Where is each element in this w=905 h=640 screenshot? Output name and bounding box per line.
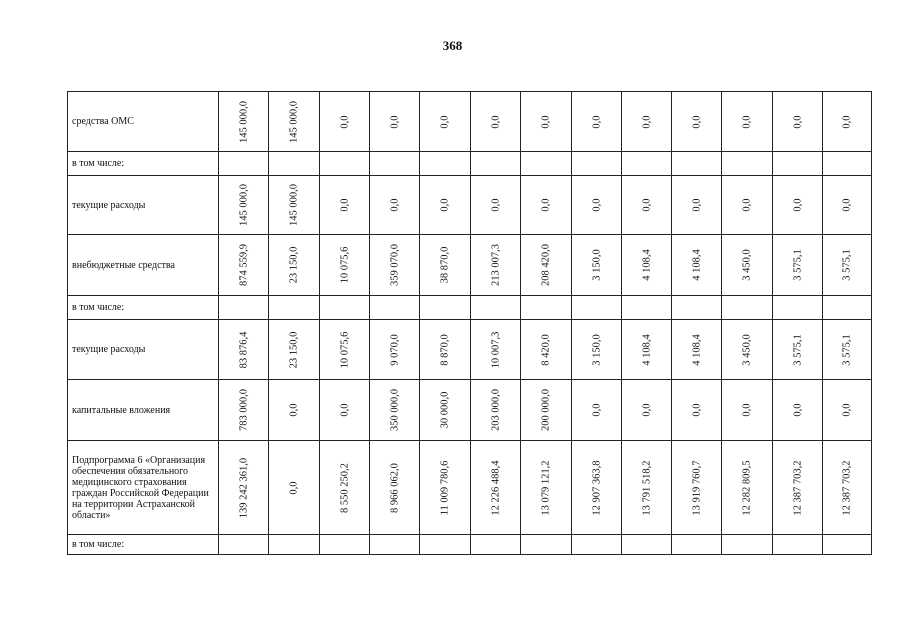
cell-value: 200 000,0: [540, 389, 552, 431]
value-cell: [370, 380, 420, 441]
value-cell: [420, 235, 471, 296]
value-cell: [672, 320, 722, 380]
value-cell: [269, 320, 320, 380]
cell-value: 3 450,0: [741, 333, 753, 366]
cell-value: 145 000,0: [238, 100, 249, 143]
value-cell: [420, 92, 471, 152]
cell-value: 0,0: [691, 403, 702, 417]
cell-value: 3 150,0: [591, 333, 602, 366]
value-cell: [521, 296, 572, 320]
value-cell: [823, 535, 872, 555]
table-row: [68, 92, 872, 152]
value-cell: [521, 380, 572, 441]
cell-value: 0,0: [339, 403, 350, 417]
value-cell: [722, 320, 773, 380]
value-cell: [320, 176, 370, 235]
subsection-label: в том числе:: [68, 152, 219, 176]
cell-value: 350 000,0: [389, 389, 400, 431]
cell-value: 8 550 250,2: [339, 462, 350, 513]
value-cell: [320, 152, 370, 176]
value-cell: [823, 320, 872, 380]
value-cell: [622, 176, 672, 235]
cell-value: 8 420,0: [540, 333, 552, 366]
value-cell: [521, 176, 572, 235]
value-cell: [572, 176, 622, 235]
cell-value: 0,0: [540, 198, 552, 212]
cell-value: 208 420,0: [540, 244, 552, 286]
value-cell: [672, 296, 722, 320]
value-cell: [622, 320, 672, 380]
cell-value: 83 876,4: [238, 331, 249, 368]
cell-value: 23 150,0: [288, 331, 300, 368]
table-row: [68, 535, 872, 555]
cell-value: 0,0: [841, 198, 853, 212]
value-cell: [572, 535, 622, 555]
cell-value: 0,0: [841, 403, 853, 417]
cell-value: 0,0: [339, 114, 350, 129]
cell-value: 0,0: [288, 403, 300, 417]
value-cell: [521, 235, 572, 296]
cell-value: 0,0: [389, 114, 400, 129]
cell-value: 0,0: [641, 198, 652, 212]
value-cell: [370, 176, 420, 235]
value-cell: [320, 235, 370, 296]
cell-value: 8 966 062,0: [389, 462, 400, 513]
value-cell: [320, 535, 370, 555]
table-row: [68, 380, 872, 441]
budget-table: [67, 91, 872, 555]
value-cell: [219, 176, 269, 235]
cell-value: 0,0: [641, 114, 652, 129]
value-cell: [219, 296, 269, 320]
cell-value: 0,0: [591, 403, 602, 417]
value-cell: [269, 235, 320, 296]
value-cell: [572, 152, 622, 176]
value-cell: [823, 176, 872, 235]
value-cell: [219, 380, 269, 441]
value-cell: [823, 296, 872, 320]
table-body: [68, 92, 872, 555]
cell-value: 13 791 518,2: [641, 459, 652, 516]
cell-value: 30 000,0: [439, 391, 451, 429]
value-cell: [320, 92, 370, 152]
cell-value: 8 870,0: [439, 333, 451, 366]
value-cell: [572, 92, 622, 152]
value-cell: [471, 320, 521, 380]
value-cell: [420, 152, 471, 176]
subsection-label: в том числе:: [68, 535, 219, 555]
cell-value: 0,0: [540, 114, 552, 129]
row-label: средства ОМС: [68, 92, 219, 152]
value-cell: [521, 320, 572, 380]
value-cell: [471, 235, 521, 296]
value-cell: [722, 296, 773, 320]
cell-value: 0,0: [792, 114, 803, 129]
cell-value: 139 242 361,0: [238, 457, 249, 518]
cell-value: 145 000,0: [238, 184, 249, 226]
value-cell: [320, 380, 370, 441]
value-cell: [773, 441, 823, 535]
cell-value: 12 282 809,5: [741, 459, 753, 516]
subsection-label: в том числе:: [68, 296, 219, 320]
cell-value: 0,0: [490, 114, 501, 129]
cell-value: 0,0: [841, 114, 853, 129]
cell-value: 13 079 121,2: [540, 459, 552, 516]
value-cell: [823, 235, 872, 296]
value-cell: [773, 152, 823, 176]
cell-value: 359 070,0: [389, 244, 400, 286]
cell-value: 23 150,0: [288, 246, 300, 284]
value-cell: [572, 441, 622, 535]
value-cell: [471, 176, 521, 235]
value-cell: [823, 152, 872, 176]
value-cell: [572, 235, 622, 296]
value-cell: [722, 235, 773, 296]
value-cell: [219, 92, 269, 152]
value-cell: [572, 380, 622, 441]
cell-value: 9 070,0: [389, 333, 400, 366]
cell-value: 4 108,4: [691, 249, 702, 281]
cell-value: 874 559,9: [238, 244, 249, 286]
value-cell: [722, 441, 773, 535]
cell-value: 0,0: [691, 114, 702, 129]
value-cell: [722, 92, 773, 152]
cell-value: 3 450,0: [741, 249, 753, 281]
value-cell: [722, 535, 773, 555]
cell-value: 213 007,3: [490, 244, 501, 286]
value-cell: [420, 320, 471, 380]
cell-value: 0,0: [389, 198, 400, 212]
cell-value: 0,0: [591, 198, 602, 212]
cell-value: 38 870,0: [439, 246, 451, 284]
cell-value: 0,0: [439, 198, 451, 212]
value-cell: [572, 296, 622, 320]
value-cell: [722, 380, 773, 441]
value-cell: [320, 441, 370, 535]
value-cell: [622, 535, 672, 555]
value-cell: [672, 92, 722, 152]
value-cell: [722, 176, 773, 235]
value-cell: [672, 441, 722, 535]
value-cell: [521, 441, 572, 535]
value-cell: [622, 92, 672, 152]
value-cell: [370, 235, 420, 296]
value-cell: [521, 152, 572, 176]
value-cell: [370, 441, 420, 535]
table-row: [68, 152, 872, 176]
cell-value: 0,0: [288, 480, 300, 495]
page-number: 368: [442, 38, 463, 53]
value-cell: [572, 320, 622, 380]
value-cell: [622, 152, 672, 176]
cell-value: 0,0: [439, 114, 451, 129]
value-cell: [471, 152, 521, 176]
cell-value: 12 387 703,2: [841, 459, 853, 516]
value-cell: [269, 441, 320, 535]
cell-value: 13 919 760,7: [691, 459, 702, 516]
cell-value: 145 000,0: [288, 100, 300, 143]
table-row: [68, 441, 872, 535]
value-cell: [269, 152, 320, 176]
value-cell: [269, 380, 320, 441]
row-label: внебюджетные средства: [68, 235, 219, 296]
value-cell: [672, 235, 722, 296]
value-cell: [622, 235, 672, 296]
cell-value: 12 907 363,8: [591, 459, 602, 516]
value-cell: [823, 380, 872, 441]
cell-value: 203 000,0: [490, 389, 501, 431]
value-cell: [823, 441, 872, 535]
value-cell: [370, 92, 420, 152]
cell-value: 0,0: [792, 198, 803, 212]
cell-value: 3 575,1: [841, 333, 853, 366]
value-cell: [773, 380, 823, 441]
cell-value: 4 108,4: [691, 333, 702, 366]
value-cell: [370, 320, 420, 380]
value-cell: [420, 441, 471, 535]
cell-value: 145 000,0: [288, 184, 300, 226]
value-cell: [823, 92, 872, 152]
value-cell: [219, 235, 269, 296]
value-cell: [370, 152, 420, 176]
value-cell: [622, 380, 672, 441]
cell-value: 3 575,1: [792, 249, 803, 281]
cell-value: 3 150,0: [591, 249, 602, 281]
value-cell: [672, 176, 722, 235]
value-cell: [672, 152, 722, 176]
value-cell: [773, 176, 823, 235]
value-cell: [521, 92, 572, 152]
row-label: текущие расходы: [68, 176, 219, 235]
value-cell: [622, 441, 672, 535]
cell-value: 783 000,0: [238, 389, 249, 431]
value-cell: [269, 176, 320, 235]
value-cell: [269, 535, 320, 555]
cell-value: 4 108,4: [641, 249, 652, 281]
cell-value: 0,0: [339, 198, 350, 212]
value-cell: [471, 380, 521, 441]
value-cell: [622, 296, 672, 320]
cell-value: 3 575,1: [792, 333, 803, 366]
cell-value: 12 226 488,4: [490, 459, 501, 516]
value-cell: [219, 441, 269, 535]
cell-value: 12 387 703,2: [792, 459, 803, 516]
value-cell: [521, 535, 572, 555]
cell-value: 0,0: [691, 198, 702, 212]
value-cell: [420, 176, 471, 235]
cell-value: 0,0: [741, 403, 753, 417]
cell-value: 0,0: [490, 198, 501, 212]
value-cell: [420, 535, 471, 555]
cell-value: 0,0: [591, 114, 602, 129]
table-row: [68, 296, 872, 320]
value-cell: [420, 296, 471, 320]
cell-value: 10 007,3: [490, 331, 501, 368]
value-cell: [672, 535, 722, 555]
value-cell: [269, 296, 320, 320]
cell-value: 11 009 780,6: [439, 460, 451, 515]
cell-value: 3 575,1: [841, 249, 853, 281]
cell-value: 0,0: [741, 198, 753, 212]
value-cell: [219, 320, 269, 380]
value-cell: [471, 296, 521, 320]
value-cell: [773, 320, 823, 380]
value-cell: [420, 380, 471, 441]
cell-value: 0,0: [741, 114, 753, 129]
value-cell: [672, 380, 722, 441]
value-cell: [722, 152, 773, 176]
value-cell: [773, 535, 823, 555]
value-cell: [471, 92, 521, 152]
cell-value: 10 075,6: [339, 331, 350, 368]
cell-value: 0,0: [792, 403, 803, 417]
value-cell: [219, 152, 269, 176]
value-cell: [370, 296, 420, 320]
row-label: Подпрограмма 6 «Организация обеспечения обязательного медицинского страхования граждан Российской Федерации на территории Астраханской области»: [68, 441, 219, 535]
value-cell: [773, 296, 823, 320]
table-row: [68, 235, 872, 296]
value-cell: [471, 441, 521, 535]
table-row: [68, 320, 872, 380]
cell-value: 0,0: [641, 403, 652, 417]
cell-value: 10 075,6: [339, 246, 350, 284]
value-cell: [320, 296, 370, 320]
value-cell: [269, 92, 320, 152]
value-cell: [219, 535, 269, 555]
value-cell: [320, 320, 370, 380]
cell-value: 4 108,4: [641, 333, 652, 366]
table-row: [68, 176, 872, 235]
value-cell: [370, 535, 420, 555]
value-cell: [773, 92, 823, 152]
row-label: капитальные вложения: [68, 380, 219, 441]
value-cell: [471, 535, 521, 555]
value-cell: [773, 235, 823, 296]
row-label: текущие расходы: [68, 320, 219, 380]
